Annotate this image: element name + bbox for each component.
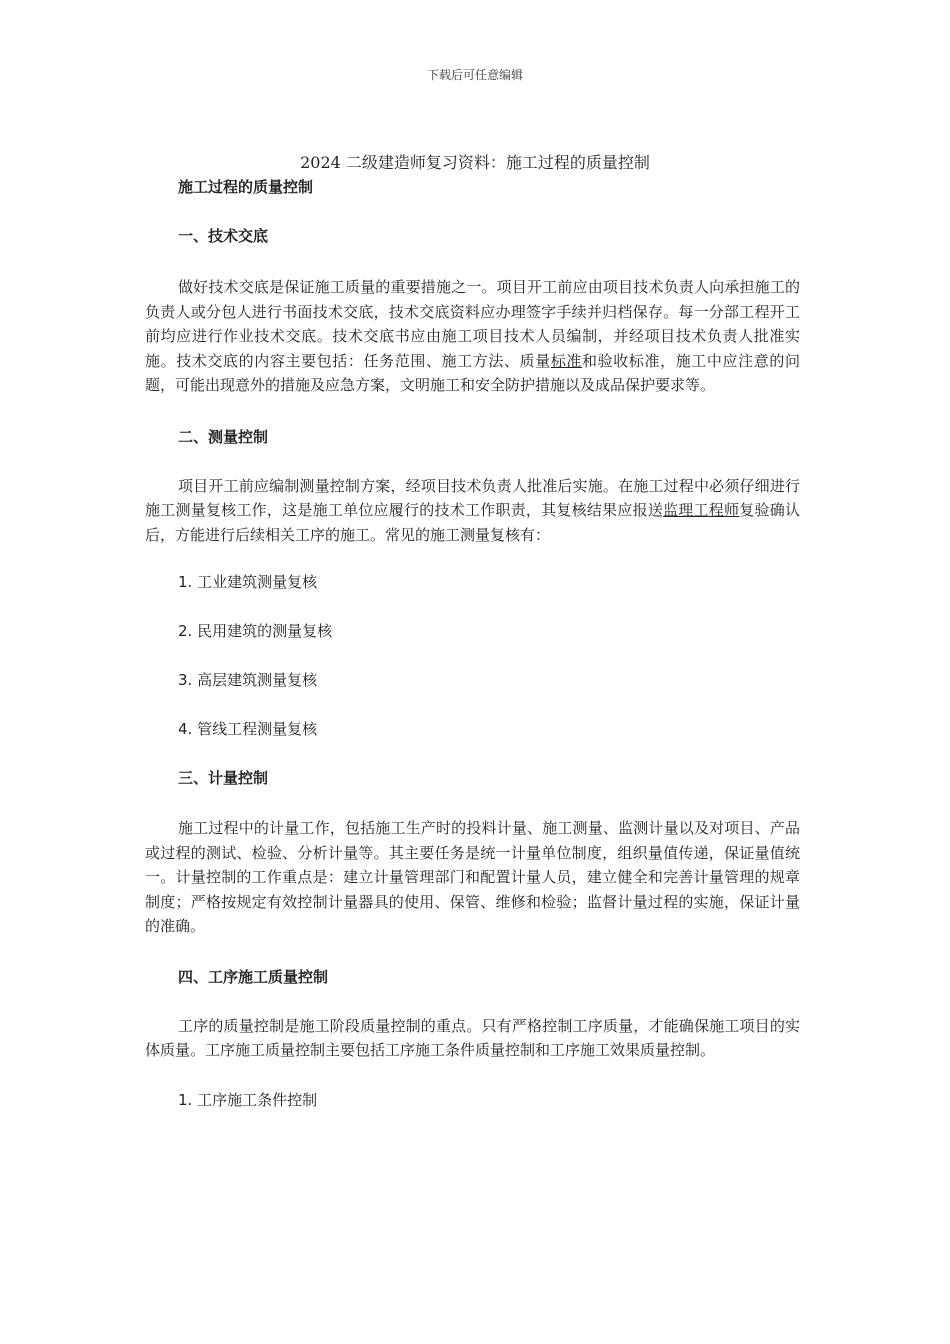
- section-heading: 三、计量控制: [178, 769, 269, 787]
- list-text: 民用建筑的测量复核: [197, 622, 333, 640]
- paragraph-text: 复验确认后，方能进行后续相关工序的施工。常见的施工测量复核有：: [145, 501, 800, 544]
- list-number: 2.: [178, 622, 193, 640]
- paragraph: [145, 474, 800, 548]
- document-title: 2024 二级建造师复习资料：施工过程的质量控制: [300, 153, 650, 172]
- list-item: [178, 718, 800, 740]
- link-supervisor[interactable]: 监理工程师: [663, 501, 740, 519]
- main-heading: 施工过程的质量控制: [178, 178, 314, 196]
- list-item: [178, 571, 800, 593]
- page-header-note: 下载后可任意编辑: [426, 68, 523, 82]
- document-body: [145, 176, 800, 1111]
- list-number: 1.: [178, 573, 193, 591]
- list-item: [178, 620, 800, 642]
- section-heading: 一、技术交底: [178, 227, 269, 245]
- list-number: 1.: [178, 1090, 193, 1109]
- paragraph: 工序的质量控制是施工阶段质量控制的重点。只有严格控制工序质量，才能确保施工项目的实体质量。工序施工质量控制主要包括工序施工条件质量控制和工序施工效果质量控制。: [145, 1016, 800, 1059]
- list-number: 3.: [178, 671, 193, 689]
- list-text: 工业建筑测量复核: [197, 573, 318, 591]
- list-item: [178, 1089, 800, 1111]
- link-standard[interactable]: 标准: [550, 351, 583, 370]
- paragraph-text: 和验收标准，施工中应注意的问题，可能出现意外的措施及应急方案，文明施工和安全防护措施以及成品保护要求等。: [145, 351, 800, 394]
- list-text: 管线工程测量复核: [197, 720, 318, 738]
- paragraph-text: 做好技术交底是保证施工质量的重要措施之一。项目开工前应由项目技术负责人向承担施工的负责人或分包人进行书面技术交底，技术交底资料应办理签字手续并归档保存。每一分部工程开工前均应进行作业技术交底。技术交底书应由施工项目技术人员编制，并经项目技术负责人批准实施。技术交底的内容主要包括：任务范围、施工方法、质量: [145, 278, 800, 370]
- paragraph: 施工过程中的计量工作，包括施工生产时的投料计量、施工测量、监测计量以及对项目、产品或过程的测试、检验、分析计量等。其主要任务是统一计量单位制度，组织量值传递，保证量值统一。计量控制的工作重点是：建立计量管理部门和配置计量人员，建立健全和完善计量管理的规章制度；严格按规定有效控制计量器具的使用、保管、维修和检验；监督计量过程的实施，保证计量的准确。: [145, 819, 800, 935]
- list-text: 高层建筑测量复核: [197, 671, 318, 689]
- list-number: 4.: [178, 720, 193, 738]
- paragraph: [145, 275, 800, 398]
- list-text: 工序施工条件控制: [197, 1090, 318, 1109]
- paragraph-text: 项目开工前应编制测量控制方案，经项目技术负责人批准后实施。在施工过程中必须仔细进行施工测量复核工作，这是施工单位应履行的技术工作职责，其复核结果应报送: [145, 476, 800, 519]
- section-heading: 四、工序施工质量控制: [178, 967, 329, 986]
- section-heading: 二、测量控制: [178, 427, 269, 446]
- list-item: [178, 669, 800, 691]
